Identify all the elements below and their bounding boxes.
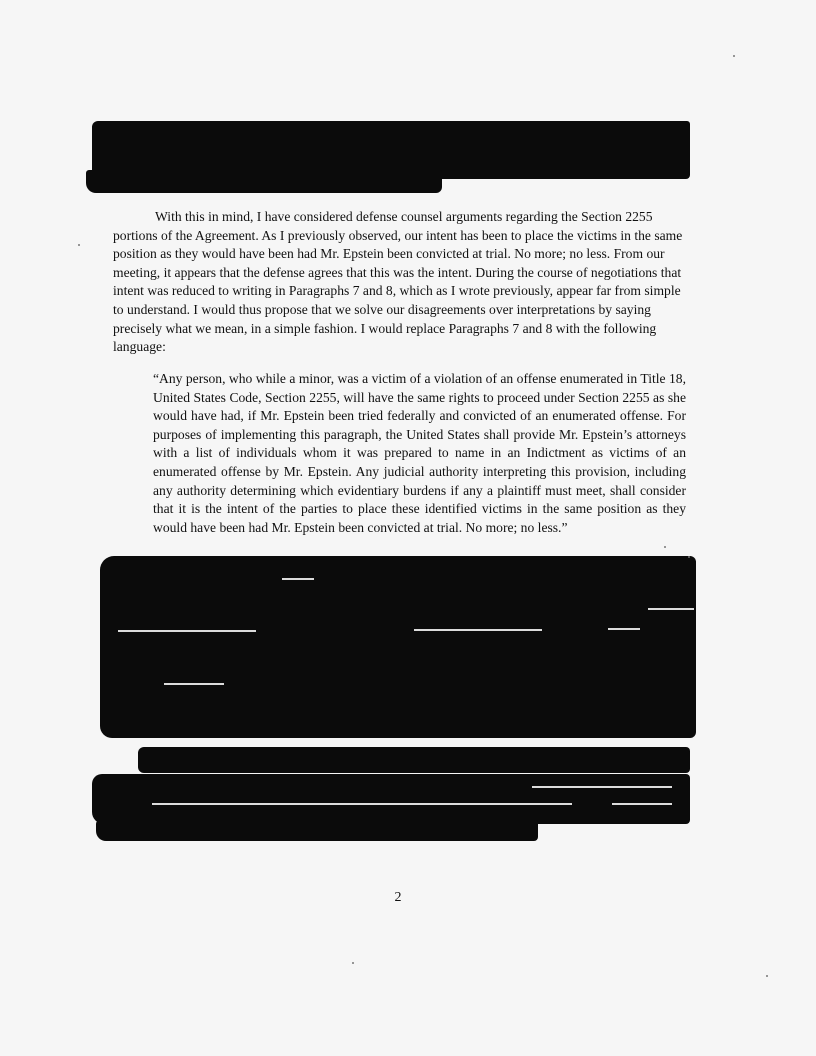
redaction-streak — [164, 683, 224, 685]
redaction-streak — [532, 786, 672, 788]
body-paragraph-text: With this in mind, I have considered defense counsel arguments regarding the Section 2255 portions of the Agreement. As I previously observed, our intent has been to place the victims in the same position as they would have been had Mr. Epstein been convicted at trial. No more; no less. From our meeting, it appears that the defense agrees that this was the intent. During the course of negotiations that intent was reduced to writing in Paragraphs 7 and 8, which as I wrote previously, appear far from simple to understand. I would thus propose that we solve our disagreements over interpretations by saying precisely what we mean, in a simple fashion. I would replace Paragraphs 7 and 8 with the following language: — [113, 209, 683, 355]
scan-speck — [78, 244, 80, 246]
redaction-streak — [152, 803, 572, 805]
scan-speck — [664, 546, 666, 548]
scan-speck — [352, 962, 354, 964]
scan-speck — [733, 55, 735, 57]
scan-speck — [766, 975, 768, 977]
redaction-block-lower — [138, 747, 690, 773]
redaction-block-top-tail — [86, 170, 442, 193]
page-number: 2 — [394, 890, 402, 905]
redaction-block-lower-main — [92, 774, 690, 824]
redaction-streak — [282, 578, 314, 580]
quoted-paragraph: “Any person, who while a minor, was a victim of a violation of an offense enumerated in Title 18, United States Code, Section 2255, will have the same rights to proceed under Section 2255 as she would have had, if Mr. Epstein been tried federally and convicted of an enumerated offense. For purposes of implementing this paragraph, the United States shall provide Mr. Epstein’s attorneys with a list of individuals whom it was prepared to name in an Indictment as victims of an enumerated offense by Mr. Epstein. Any judicial authority interpreting this provision, including any authority determining which evidentiary burdens if any a plaintiff must meet, shall consider that it is the intent of the parties to place these identified victims in the same position as they would have been had Mr. Epstein been convicted at trial. No more; no less.” — [153, 371, 686, 535]
body-paragraph — [113, 208, 686, 357]
redaction-block-lower-tail — [96, 820, 538, 841]
redaction-streak — [648, 608, 694, 610]
redaction-streak — [118, 630, 256, 632]
redaction-streak — [612, 803, 672, 805]
redaction-block-middle — [100, 556, 696, 738]
redaction-streak — [414, 629, 542, 631]
redaction-streak — [608, 628, 640, 630]
scan-speck — [688, 556, 690, 558]
